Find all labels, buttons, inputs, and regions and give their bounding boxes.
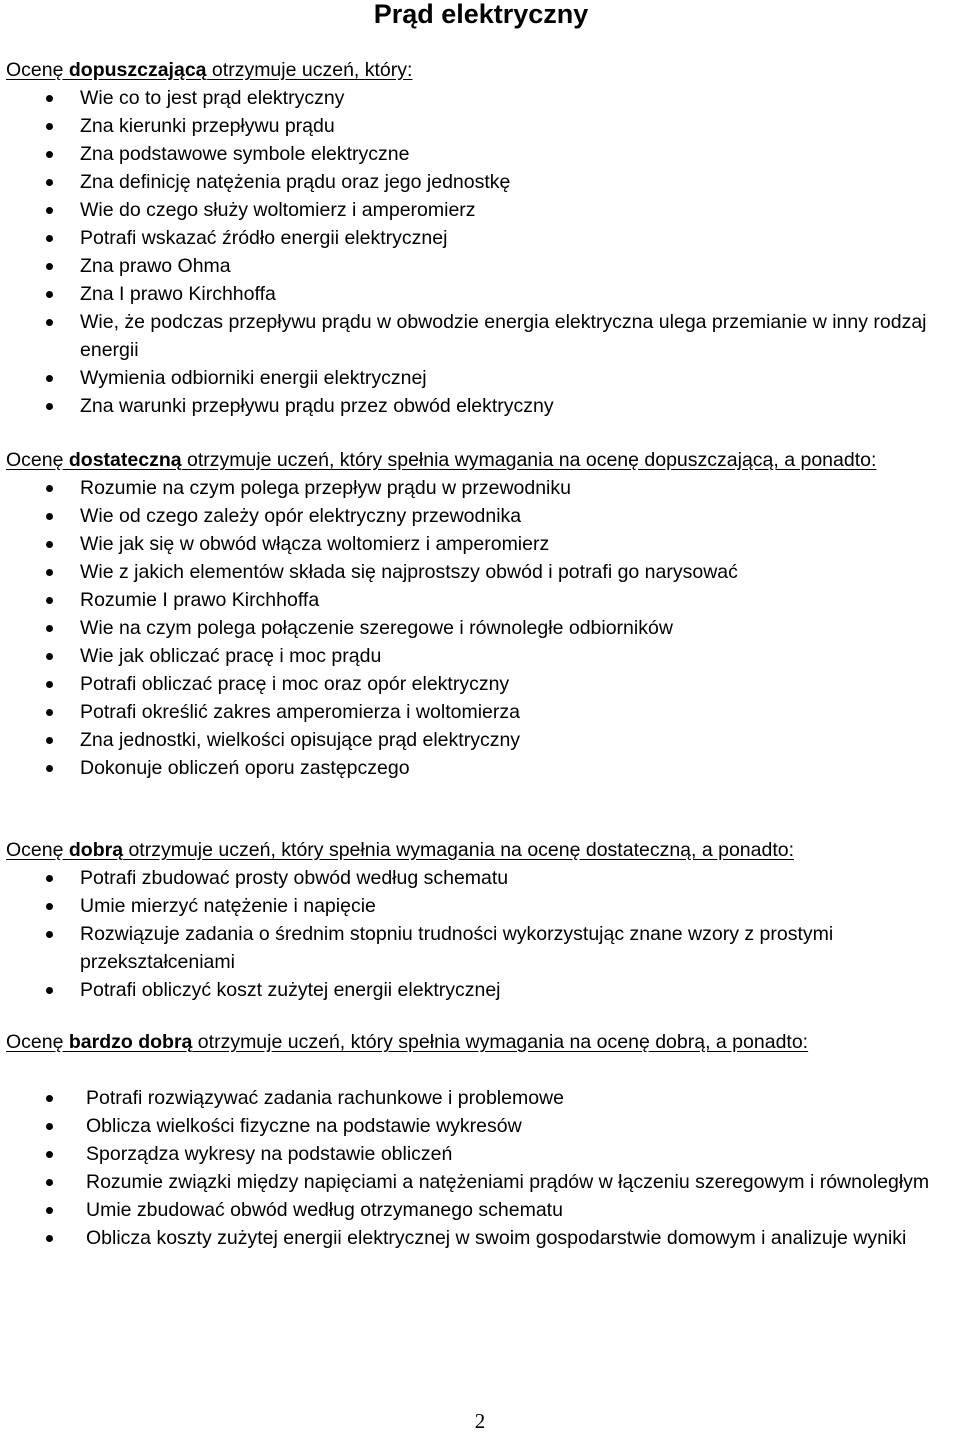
list-item: Sporządza wykresy na podstawie obliczeń [6,1140,956,1168]
bullet-icon [46,1095,53,1102]
bullet-icon [46,375,53,382]
bullet-icon [46,95,53,102]
section-bardzo-dobra [6,1028,956,1252]
grade-name: dostateczną [68,449,182,471]
list-item: Umie zbudować obwód według otrzymanego schematu [6,1196,956,1224]
list-item: Potrafi wskazać źródło energii elektrycznej [6,224,956,252]
grade-name: bardzo dobrą [68,1031,193,1053]
heading-suffix: otrzymuje uczeń, który spełnia wymagania na ocenę dopuszczającą, a ponadto: [181,449,877,471]
list-item: Zna podstawowe symbole elektryczne [6,140,956,168]
list-item: Zna I prawo Kirchhoffa [6,280,956,308]
bullet-icon [46,485,53,492]
bullet-icon [46,931,53,938]
section-heading [6,56,956,84]
bullet-icon [46,1179,53,1186]
bullet-icon [46,903,53,910]
bullet-icon [46,541,53,548]
list-item: Zna prawo Ohma [6,252,956,280]
list-item: Wie do czego służy woltomierz i amperomierz [6,196,956,224]
list-item: Rozumie na czym polega przepływ prądu w przewodniku [6,474,956,502]
list-item: Zna warunki przepływu prądu przez obwód elektryczny [6,392,956,420]
list-item: Oblicza wielkości fizyczne na podstawie wykresów [6,1112,956,1140]
bullet-icon [46,403,53,410]
bullet-icon [46,875,53,882]
list-item: Wie, że podczas przepływu prądu w obwodzie energia elektryczna ulega przemianie w inny rodzaj energii [6,308,956,364]
heading-prefix: Ocenę [6,839,69,861]
list-item: Wymienia odbiorniki energii elektrycznej [6,364,956,392]
section-heading [6,836,956,864]
page-title [0,0,960,34]
bullet-icon [46,1235,53,1242]
bullet-icon [46,765,53,772]
bullet-icon [46,1151,53,1158]
bullet-icon [46,123,53,130]
heading-suffix: otrzymuje uczeń, który spełnia wymagania na ocenę dobrą, a ponadto: [192,1031,809,1053]
grade-name: dopuszczającą [68,59,207,81]
bullet-icon [46,151,53,158]
bullet-icon [46,235,53,242]
list-item: Potrafi zbudować prosty obwód według schematu [6,864,956,892]
list-item: Potrafi obliczać pracę i moc oraz opór elektryczny [6,670,956,698]
bullet-icon [46,291,53,298]
page-number: 2 [474,1409,486,1433]
section-dostateczna [6,446,956,782]
section-heading [6,1028,956,1056]
list-item: Potrafi określić zakres amperomierza i woltomierza [6,698,956,726]
list-item: Wie z jakich elementów składa się najprostszy obwód i potrafi go narysować [6,558,956,586]
list-item: Zna jednostki, wielkości opisujące prąd elektryczny [6,726,956,754]
bullet-icon [46,1207,53,1214]
bullet-icon [46,207,53,214]
list-item: Wie od czego zależy opór elektryczny przewodnika [6,502,956,530]
list-item: Oblicza koszty zużytej energii elektrycznej w swoim gospodarstwie domowym i analizuje wyniki [6,1224,956,1252]
list-item: Dokonuje obliczeń oporu zastępczego [6,754,956,782]
bullet-icon [46,625,53,632]
bullet-icon [46,513,53,520]
heading-prefix: Ocenę [6,1031,69,1053]
list-item: Umie mierzyć natężenie i napięcie [6,892,956,920]
list-item: Rozumie związki między napięciami a natężeniami prądów w łączeniu szeregowym i równoległym [6,1168,956,1196]
list-item: Rozumie I prawo Kirchhoffa [6,586,956,614]
section-dopuszczajaca [6,56,956,420]
heading-prefix: Ocenę [6,449,69,471]
list-item: Potrafi rozwiązywać zadania rachunkowe i problemowe [6,1084,956,1112]
bullet-icon [46,653,53,660]
bullet-icon [46,569,53,576]
list-item: Wie co to jest prąd elektryczny [6,84,956,112]
heading-suffix: otrzymuje uczeń, który spełnia wymagania na ocenę dostateczną, a ponadto: [123,839,795,861]
section-dobra [6,836,956,1004]
list-item: Wie na czym polega połączenie szeregowe i równoległe odbiorników [6,614,956,642]
bullet-icon [46,737,53,744]
bullet-icon [46,1123,53,1130]
bullet-icon [46,179,53,186]
bullet-icon [46,263,53,270]
list-item: Wie jak się w obwód włącza woltomierz i amperomierz [6,530,956,558]
heading-suffix: otrzymuje uczeń, który: [206,59,413,81]
page-title-text: Prąd elektryczny [373,0,589,29]
requirements-list [6,84,956,420]
section-heading [6,446,956,474]
bullet-icon [46,987,53,994]
list-item: Potrafi obliczyć koszt zużytej energii elektrycznej [6,976,956,1004]
requirements-list [6,864,956,1004]
bullet-icon [46,319,53,326]
list-item: Rozwiązuje zadania o średnim stopniu trudności wykorzystując znane wzory z prostymi przekształceniami [6,920,956,976]
list-item: Wie jak obliczać pracę i moc prądu [6,642,956,670]
bullet-icon [46,709,53,716]
bullet-icon [46,681,53,688]
list-item: Zna definicję natężenia prądu oraz jego jednostkę [6,168,956,196]
list-item: Zna kierunki przepływu prądu [6,112,956,140]
grade-name: dobrą [68,839,124,861]
requirements-list [6,474,956,782]
requirements-list [6,1084,956,1252]
heading-prefix: Ocenę [6,59,69,81]
bullet-icon [46,597,53,604]
